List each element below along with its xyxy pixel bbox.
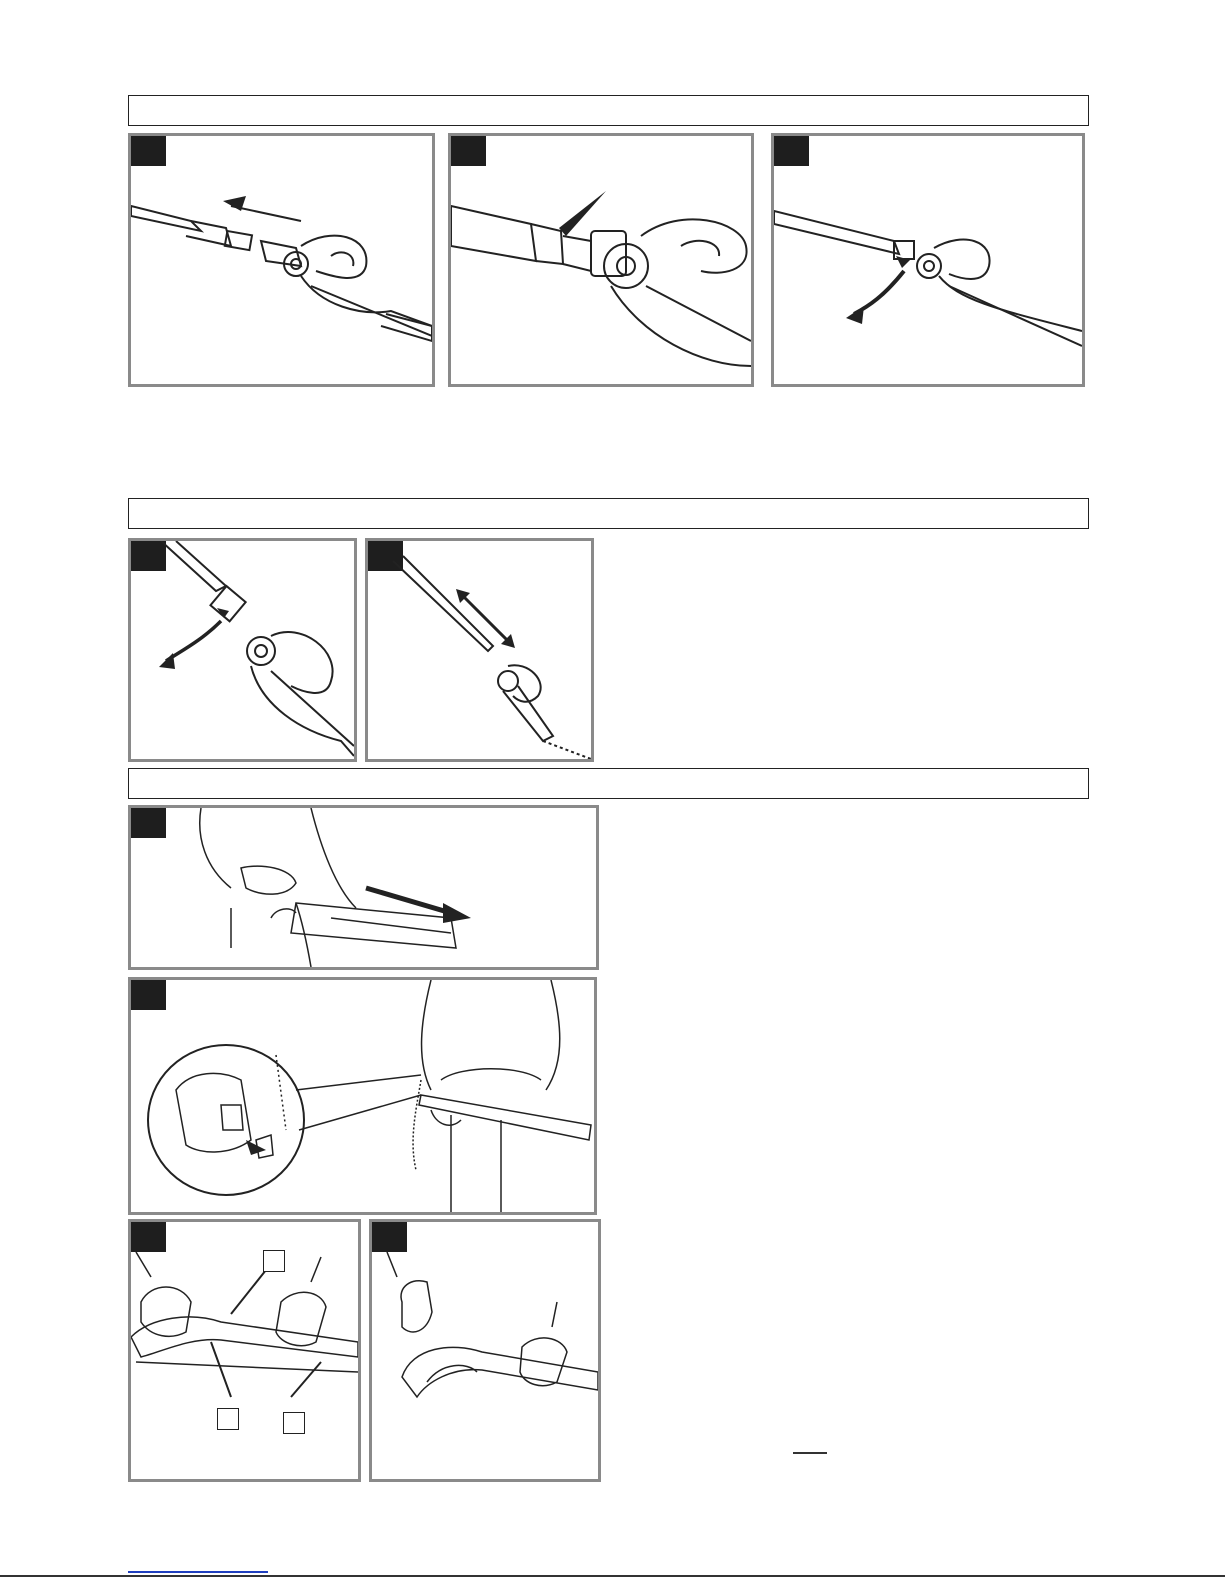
figure-panel-2: [448, 133, 754, 387]
arrow-icon: [559, 191, 606, 236]
callout-box-b: [217, 1408, 239, 1430]
section-header-operation: [128, 768, 1089, 799]
callout-box-c: [283, 1412, 305, 1434]
footer-rule: [0, 1575, 1225, 1577]
figure-panel-4: [128, 538, 357, 762]
arrow-icon: [366, 888, 471, 923]
figure-panel-6: [128, 805, 599, 970]
figure-panel-3: [771, 133, 1085, 387]
figure-panel-8: [128, 1219, 361, 1482]
rotate-arrow-icon: [166, 621, 221, 661]
section-header-adjustment: [128, 498, 1089, 529]
figure-panel-1: [128, 133, 435, 387]
text-rule: [793, 1452, 827, 1454]
rotate-arrow-icon: [854, 271, 904, 314]
callout-box-a: [263, 1250, 285, 1272]
figure-panel-9: [369, 1219, 601, 1482]
section-header-assembly: [128, 95, 1089, 126]
figure-panel-5: [365, 538, 594, 762]
footer-link-underline[interactable]: [128, 1571, 268, 1573]
figure-panel-7: [128, 977, 597, 1215]
